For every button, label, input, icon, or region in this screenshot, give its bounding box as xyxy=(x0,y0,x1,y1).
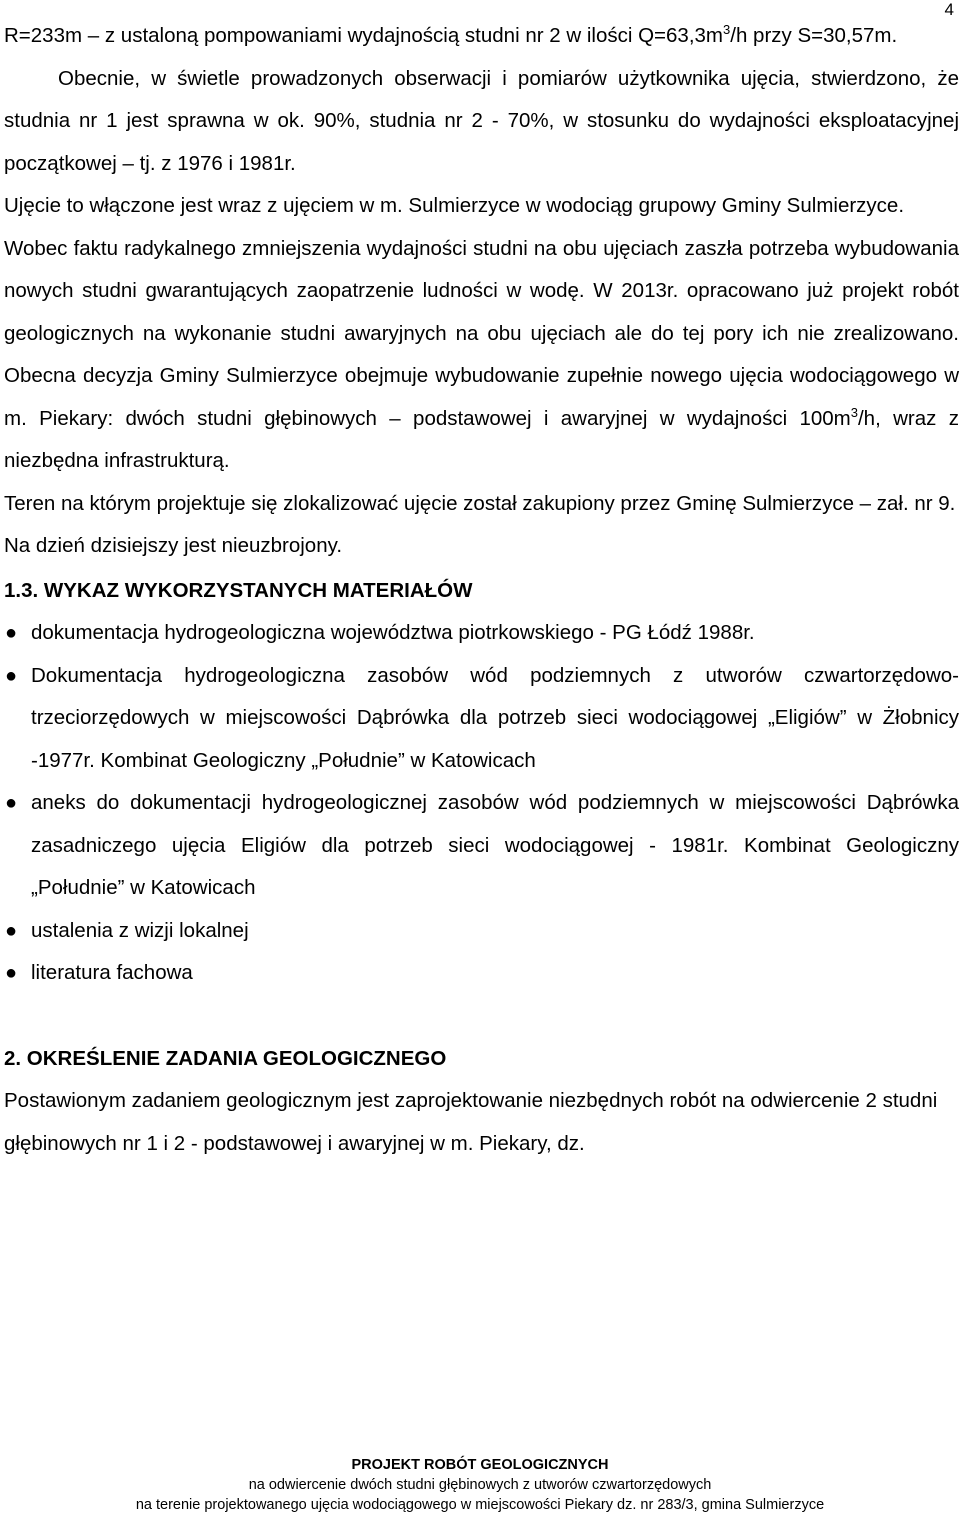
footer-line: na odwiercenie dwóch studni głębinowych z utworów czwartorzędowych xyxy=(248,1477,712,1493)
list-item-text: literatura fachowa xyxy=(31,961,193,984)
bullet-dot-icon: ● xyxy=(5,792,18,814)
page-footer xyxy=(0,1455,960,1515)
footer-title: PROJEKT ROBÓT GEOLOGICZNYCH xyxy=(351,1457,609,1473)
list-item xyxy=(4,655,959,783)
paragraph-need xyxy=(4,228,959,483)
list-item-text: Dokumentacja hydrogeologiczna zasobów wód podziemnych z utworów czwartorzędowo-trzeciorzędowych w miejscowości Dąbrówka dla potrzeb sieci wodociągowej „Eligiów” w Żłobnicy -1977r. Kombinat Geologiczny „Południe” w Katowicach xyxy=(31,663,959,772)
list-item-text: ustalenia z wizji lokalnej xyxy=(31,918,249,942)
list-item xyxy=(4,910,959,953)
bullet-dot-icon: ● xyxy=(5,664,18,687)
list-item xyxy=(4,952,959,995)
section-heading-materials: 1.3. WYKAZ WYKORZYSTANYCH MATERIAŁÓW xyxy=(4,578,473,602)
superscript: 3 xyxy=(850,404,858,420)
materials-list xyxy=(4,612,959,995)
bullet-dot-icon: ● xyxy=(5,622,18,644)
paragraph-task: Postawionym zadaniem geologicznym jest zaprojektowanie niezbędnych robót na odwiercenie 2 studni głębinowych nr 1 i 2 - podstawowej i awaryjnej w m. Piekary, dz. xyxy=(4,1089,938,1155)
paragraph-text: R=233m – z ustaloną pompowaniami wydajnością studni nr 2 w ilości Q=63,3m xyxy=(4,24,724,47)
page-number: 4 xyxy=(944,0,954,19)
paragraph-current-state: Obecnie, w świetle prowadzonych obserwacji i pomiarów użytkownika ujęcia, stwierdzono, że studnia nr 1 jest sprawna w ok. 90%, studnia nr 2 - 70%, w stosunku do wydajności eksploatacyjnej początkowej – tj. z 1976 i 1981r. xyxy=(4,66,959,175)
superscript: 3 xyxy=(723,22,731,37)
list-item xyxy=(4,782,959,910)
bullet-dot-icon: ● xyxy=(5,962,18,984)
paragraph-text: /h, wraz z niezbędna infrastrukturą. xyxy=(4,406,959,472)
list-item-text: aneks do dokumentacji hydrogeologicznej zasobów wód podziemnych w miejscowości Dąbrówka zasadniczego ujęcia Eligiów dla potrzeb sieci wodociągowej - 1981r. Kombinat Geologiczny „Południe” w Katowicach xyxy=(31,791,959,899)
bullet-dot-icon: ● xyxy=(5,919,18,942)
paragraph-infrastructure: Na dzień dzisiejszy jest nieuzbrojony. xyxy=(4,534,343,557)
footer-line: na terenie projektowanego ujęcia wodociągowego w miejscowości Piekary dz. nr 283/3, gmina Sulmierzyce xyxy=(135,1497,825,1513)
paragraph-connection: Ujęcie to włączone jest wraz z ujęciem w m. Sulmierzyce w wodociąg grupowy Gminy Sulmierzyce. xyxy=(4,194,905,217)
paragraph-text: Wobec faktu radykalnego zmniejszenia wydajności studni na obu ujęciach zaszła potrzeba wybudowania nowych studni gwarantujących zaopatrzenie ludności w wodę. W 2013r. opracowano już projekt robót geologicznych na wykonanie studni awaryjnych na obu ujęciach ale do tej pory ich nie zrealizowano. Obecna decyzja Gminy Sulmierzyce obejmuje wybudowanie zupełnie nowego ujęcia wodociągowego w m. Piekary: dwóch studni głębinowych – podstawowej i awaryjnej w wydajności 100m xyxy=(4,236,959,430)
section-heading-task: 2. OKREŚLENIE ZADANIA GEOLOGICZNEGO xyxy=(4,1046,447,1070)
paragraph-well-yield xyxy=(4,15,959,58)
document-body xyxy=(4,15,959,1165)
list-item-text: dokumentacja hydrogeologiczna województwa piotrkowskiego - PG Łódź 1988r. xyxy=(31,621,755,644)
paragraph-terrain: Teren na którym projektuje się zlokalizować ujęcie został zakupiony przez Gminę Sulmierzyce – zał. nr 9. xyxy=(4,491,956,515)
paragraph-text: /h przy S=30,57m. xyxy=(730,24,898,47)
list-item xyxy=(4,612,959,655)
